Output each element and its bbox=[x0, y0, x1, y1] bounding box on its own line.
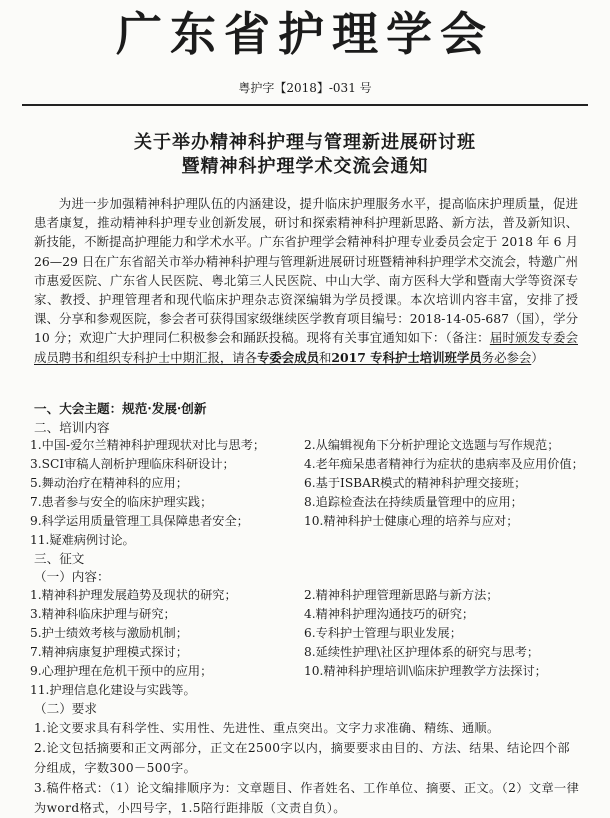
note-text: 届时颁发专委会成员聘书和组织专科护士中期汇报，请各 bbox=[34, 330, 579, 365]
note-bold-members: 专委会成员 bbox=[257, 349, 319, 365]
section3-sub-content: （一）内容： bbox=[34, 569, 110, 584]
topic-item: 2.精神科护理管理新思路与新方法； bbox=[304, 588, 499, 602]
topic-item: 4.精神科护理沟通技巧的研究； bbox=[304, 607, 475, 621]
training-item: 7.患者参与安全的临床护理实践； bbox=[30, 495, 213, 509]
topic-item: 9.心理护理在危机干预中的应用； bbox=[30, 664, 213, 678]
section3-heading: 三、征文 bbox=[34, 551, 85, 566]
document-number: 粤护字【2018】-031 号 bbox=[238, 81, 372, 95]
training-item: 1.中国-爱尔兰精神科护理现状对比与思考； bbox=[30, 438, 266, 452]
training-item: 6.基于ISBAR模式的精神科护理交接班； bbox=[304, 476, 527, 490]
training-item: 3.SCI审稿人剖析护理临床科研设计； bbox=[30, 457, 235, 471]
section-theme bbox=[34, 400, 207, 418]
section2-heading: 二、培训内容 bbox=[34, 420, 110, 435]
requirement-2: 2.论文包括摘要和正文两部分，正文在2500字以内，摘要要求由目的、方法、结果、结论四个部分组成，字数300－500字。 bbox=[34, 741, 570, 775]
training-item: 5.舞动治疗在精神科的应用； bbox=[30, 476, 188, 490]
training-item: 9.科学运用质量管理工具保障患者安全； bbox=[30, 514, 249, 528]
topic-item: 5.护士绩效考核与激励机制； bbox=[30, 626, 188, 640]
note-close: ） bbox=[531, 349, 544, 365]
notice-title-line1: 关于举办精神科护理与管理新进展研讨班 bbox=[134, 132, 476, 153]
note-end: 务必参会 bbox=[481, 349, 532, 365]
training-item: 10.精神科护士健康心理的培养与应对； bbox=[304, 514, 519, 528]
note-and: 和 bbox=[318, 349, 332, 365]
note-bold-trainees: 2017 专科护士培训班学员 bbox=[331, 349, 482, 365]
requirement-1: 1.论文要求具有科学性、实用性、先进性、重点突出。文字力求准确、精练、通顺。 bbox=[34, 721, 500, 735]
letterhead-divider bbox=[22, 104, 588, 106]
training-item-last: 11.疑难病例讨论。 bbox=[30, 533, 135, 547]
topic-item-last: 11.护理信息化建设与实践等。 bbox=[30, 683, 196, 697]
topic-item: 7.精神病康复护理模式探讨； bbox=[30, 645, 188, 659]
section1-theme: 规范·发展·创新 bbox=[122, 401, 207, 416]
requirement-3: 3.稿件格式：（1）论文编排顺序为：文章题目、作者姓名、工作单位、摘要、正文。（2）文章一律为word格式，小四号字，1.5陪行距排版（文责自负）。 bbox=[34, 781, 580, 815]
topic-item: 10.精神科护理培训\临床护理教学方法探讨； bbox=[304, 664, 547, 678]
topic-item: 8.延续性护理\社区护理体系的研究与思考； bbox=[304, 645, 540, 659]
intro-text: 为进一步加强精神科护理队伍的内涵建设，提升临床护理服务水平，提高临床护理质量，促进患者康复，推动精神科护理专业创新发展，研讨和探索精神科护理新思路、新方法，普及新知识、新技能，不断提高护理能力和学术水平。广东省护理学会精神科护理专业委员会定于 2018 年 6 月 26—29 日在广东省韶关市举办精神科护理与管理新进展研讨班暨精神科护理学术交流会，特邀广州市惠爱医院、广东省人民医院、粤北第三人民医院、中山大学、南方医科大学和暨南大学等资深专家、教授、护理管理者和现代临床护理杂志资深编辑为学员授课。本次培训内容丰富，安排了授课、分享和参观医院，参会者可获得国家级继续医学教育项目编号：2018-14-05-687（国），学分 10 分；欢迎广大护理同仁积极参会和踊跃投稿。现将有关事宜通知如下：（备注： bbox=[34, 196, 578, 346]
topic-item: 1.精神科护理发展趋势及现状的研究； bbox=[30, 588, 237, 602]
section1-label: 一、大会主题： bbox=[34, 401, 123, 416]
org-letterhead: 广东省护理学会 bbox=[116, 7, 494, 61]
notice-title-line2: 暨精神科护理学术交流会通知 bbox=[181, 156, 429, 177]
topic-item: 3.精神科临床护理与研究； bbox=[30, 607, 176, 621]
training-item: 2.从编辑视角下分析护理论文选题与写作规范； bbox=[304, 438, 560, 452]
topic-item: 6.专科护士管理与职业发展； bbox=[304, 626, 462, 640]
section3-sub-requirements: （二）要求 bbox=[34, 701, 97, 716]
training-item: 8.追踪检查法在持续质量管理中的应用； bbox=[304, 495, 523, 509]
requirements-block bbox=[34, 718, 582, 818]
intro-paragraph bbox=[34, 194, 578, 367]
training-item: 4.老年痴呆患者精神行为症状的患病率及应用价值； bbox=[304, 457, 584, 471]
